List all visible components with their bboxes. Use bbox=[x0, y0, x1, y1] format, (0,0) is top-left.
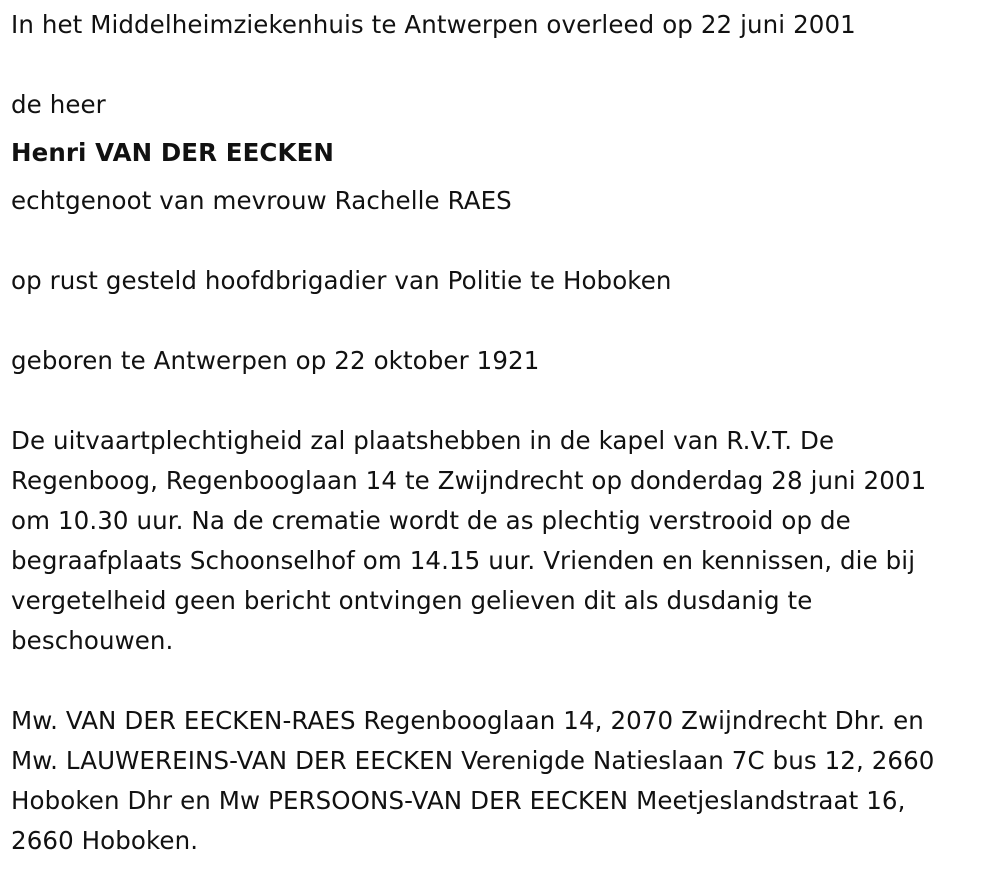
occupation-line: op rust gesteld hoofdbrigadier van Politie te Hoboken bbox=[11, 266, 672, 295]
salutation: de heer bbox=[11, 90, 106, 119]
family-line: Hoboken Dhr en Mw PERSOONS-VAN DER EECKEN Meetjeslandstraat 16, bbox=[11, 786, 906, 815]
ceremony-paragraph bbox=[11, 421, 996, 661]
spouse-line: echtgenoot van mevrouw Rachelle RAES bbox=[11, 186, 512, 215]
ceremony-line: om 10.30 uur. Na de crematie wordt de as plechtig verstrooid op de bbox=[11, 506, 851, 535]
ceremony-line: vergetelheid geen bericht ontvingen gelieven dit als dusdanig te bbox=[11, 586, 813, 615]
deceased-name: Henri VAN DER EECKEN bbox=[11, 138, 335, 167]
birth-line: geboren te Antwerpen op 22 oktober 1921 bbox=[11, 346, 540, 375]
family-line: 2660 Hoboken. bbox=[11, 826, 199, 855]
family-line: Mw. VAN DER EECKEN-RAES Regenbooglaan 14, 2070 Zwijndrecht Dhr. en bbox=[11, 706, 924, 735]
death-announcement: In het Middelheimziekenhuis te Antwerpen overleed op 22 juni 2001 bbox=[11, 10, 856, 39]
ceremony-line: beschouwen. bbox=[11, 626, 174, 655]
family-paragraph bbox=[11, 701, 996, 861]
ceremony-line: De uitvaartplechtigheid zal plaatshebben in de kapel van R.V.T. De bbox=[11, 426, 835, 455]
ceremony-line: begraafplaats Schoonselhof om 14.15 uur. Vrienden en kennissen, die bij bbox=[11, 546, 916, 575]
family-line: Mw. LAUWEREINS-VAN DER EECKEN Verenigde Natieslaan 7C bus 12, 2660 bbox=[11, 746, 935, 775]
ceremony-line: Regenboog, Regenbooglaan 14 te Zwijndrecht op donderdag 28 juni 2001 bbox=[11, 466, 927, 495]
